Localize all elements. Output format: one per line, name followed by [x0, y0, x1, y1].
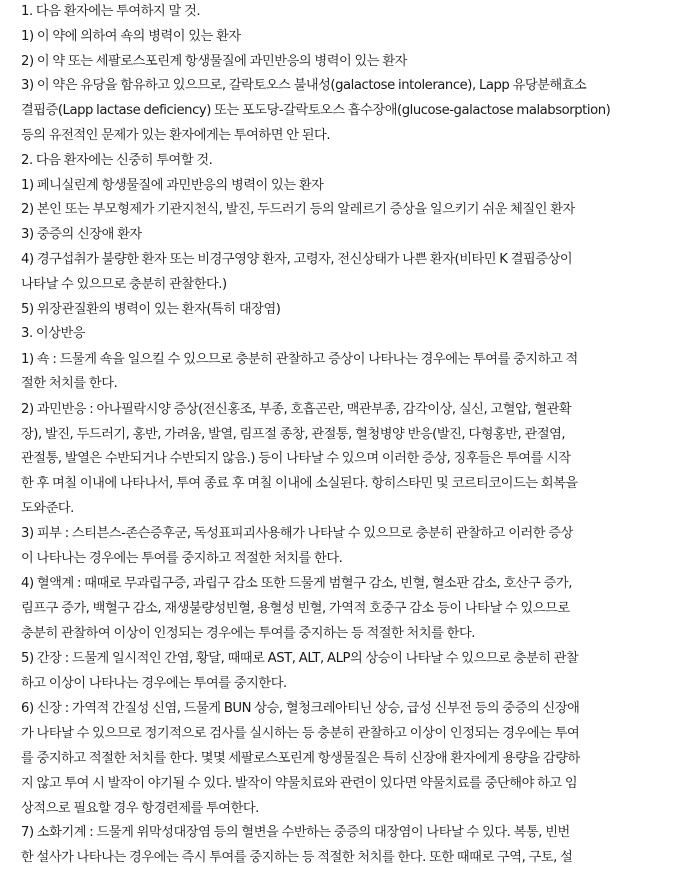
- text-line: 5) 간장 : 드물게 일시적인 간염, 황달, 때때로 AST, ALT, ALP의 상승이 나타날 수 있으므로 충분히 관찰: [21, 651, 579, 667]
- text-line: 등의 유전적인 문제가 있는 환자에게는 투여하면 안 된다.: [21, 127, 331, 143]
- text-line: 3) 피부 : 스티븐스-존슨증후군, 독성표피괴사용해가 나타날 수 있으므로 충분히 관찰하고 이러한 증상: [21, 526, 573, 542]
- text-line: 가 나타날 수 있으므로 정기적으로 검사를 실시하는 등 충분히 관찰하고 이상이 인정되는 경우에는 투여: [21, 726, 580, 742]
- text-line: 3) 중증의 신장애 환자: [21, 227, 142, 243]
- text-line: 장), 발진, 두드러기, 홍반, 가려움, 발열, 림프절 종창, 관절통, 혈청병양 반응(발진, 다형홍반, 관절염,: [21, 426, 566, 442]
- text-line: 결핍증(Lapp lactase deficiency) 또는 포도당-갈락토오스 흡수장애(glucose-galactose malabsorption): [21, 103, 611, 119]
- text-line: 2) 본인 또는 부모형제가 기관지천식, 발진, 두드러기 등의 알레르기 증상을 일으키기 쉬운 체질인 환자: [21, 202, 575, 218]
- paragraph: [21, 223, 685, 248]
- paragraph: [21, 522, 685, 572]
- paragraph: [21, 298, 685, 323]
- document-body: [21, 0, 685, 871]
- text-line: 이 나타나는 경우에는 투여를 중지하고 적절한 처치를 한다.: [21, 551, 343, 567]
- text-line: 충분히 관찰하여 이상이 인정되는 경우에는 투여를 중지하는 등 적절한 처치를 한다.: [21, 625, 475, 641]
- text-line: 7) 소화기계 : 드물게 위막성대장염 등의 혈변을 수반하는 중증의 대장염이 나타날 수 있다. 복통, 빈번: [21, 825, 570, 841]
- paragraph: [21, 74, 685, 148]
- text-line: 림프구 증가, 백혈구 감소, 재생불량성빈혈, 용혈성 빈혈, 가역적 호중구 감소 등이 나타날 수 있으므로: [21, 601, 570, 617]
- text-line: 3) 이 약은 유당을 함유하고 있으므로, 갈락토오스 불내성(galactose intolerance), Lapp 유당분해효소: [21, 78, 587, 94]
- paragraph: [21, 821, 685, 871]
- paragraph: [21, 322, 685, 347]
- text-line: 1) 쇽 : 드물게 쇽을 일으킬 수 있으므로 충분히 관찰하고 증상이 나타나는 경우에는 투여를 중지하고 적: [21, 351, 578, 367]
- text-line: 한 후 며칠 이내에 나타나서, 투여 종료 후 며칠 이내에 소실된다. 항히스타민 및 코르티코이드는 회복을: [21, 476, 578, 492]
- text-line: 나타날 수 있으므로 충분히 관찰한다.): [21, 276, 227, 292]
- paragraph: [21, 697, 685, 821]
- text-line: 4) 경구섭취가 불량한 환자 또는 비경구영양 환자, 고령자, 전신상태가 나쁜 환자(비타민 K 결핍증상이: [21, 251, 573, 267]
- paragraph: [21, 398, 685, 522]
- paragraph: [21, 0, 685, 25]
- paragraph: [21, 348, 685, 398]
- text-line: 지 않고 투여 시 발작이 야기될 수 있다. 발작이 약물치료와 관련이 있다면 약물치료를 중단해야 하고 임: [21, 775, 578, 791]
- text-line: 를 중지하고 적절한 처치를 한다. 몇몇 세팔로스포린계 항생물질은 특히 신장애 환자에게 용량을 감량하: [21, 750, 580, 766]
- text-line: 1) 이 약에 의하여 쇽의 병력이 있는 환자: [21, 28, 241, 44]
- paragraph: [21, 647, 685, 697]
- paragraph: [21, 572, 685, 646]
- text-line: 4) 혈액계 : 때때로 무과립구증, 과립구 감소 또한 드물게 범혈구 감소, 빈혈, 혈소판 감소, 호산구 증가,: [21, 576, 572, 592]
- text-line: 1) 페니실린계 항생물질에 과민반응의 병력이 있는 환자: [21, 177, 324, 193]
- paragraph: [21, 149, 685, 174]
- text-line: 2) 이 약 또는 세팔로스포린계 항생물질에 과민반응의 병력이 있는 환자: [21, 53, 407, 69]
- text-line: 관절통, 발열은 수반되거나 수반되지 않음.) 등이 나타날 수 있으며 이러한 증상, 징후들은 투여를 시작: [21, 451, 571, 467]
- text-line: 2. 다음 환자에는 신중히 투여할 것.: [21, 152, 213, 168]
- text-line: 도와준다.: [21, 500, 74, 516]
- text-line: 5) 위장관질환의 병력이 있는 환자(특히 대장염): [21, 301, 281, 317]
- text-line: 상적으로 필요할 경우 항경련제를 투여한다.: [21, 800, 259, 816]
- text-line: 절한 처치를 한다.: [21, 376, 118, 392]
- text-line: 한 설사가 나타나는 경우에는 즉시 투여를 중지하는 등 적절한 처치를 한다. 또한 때때로 구역, 구토, 설: [21, 850, 573, 866]
- text-line: 2) 과민반응 : 아나필락시양 증상(전신홍조, 부종, 호흡곤란, 맥관부종, 감각이상, 실신, 고혈압, 혈관확: [21, 401, 572, 417]
- paragraph: [21, 248, 685, 298]
- text-line: 하고 이상이 나타나는 경우에는 투여를 중지한다.: [21, 676, 287, 692]
- text-line: 3. 이상반응: [21, 326, 86, 342]
- paragraph: [21, 25, 685, 50]
- paragraph: [21, 198, 685, 223]
- paragraph: [21, 174, 685, 199]
- text-line: 6) 신장 : 가역적 간질성 신염, 드물게 BUN 상승, 혈청크레아티닌 상승, 급성 신부전 등의 중증의 신장애: [21, 701, 580, 717]
- paragraph: [21, 50, 685, 75]
- text-line: 1. 다음 환자에는 투여하지 말 것.: [21, 4, 201, 19]
